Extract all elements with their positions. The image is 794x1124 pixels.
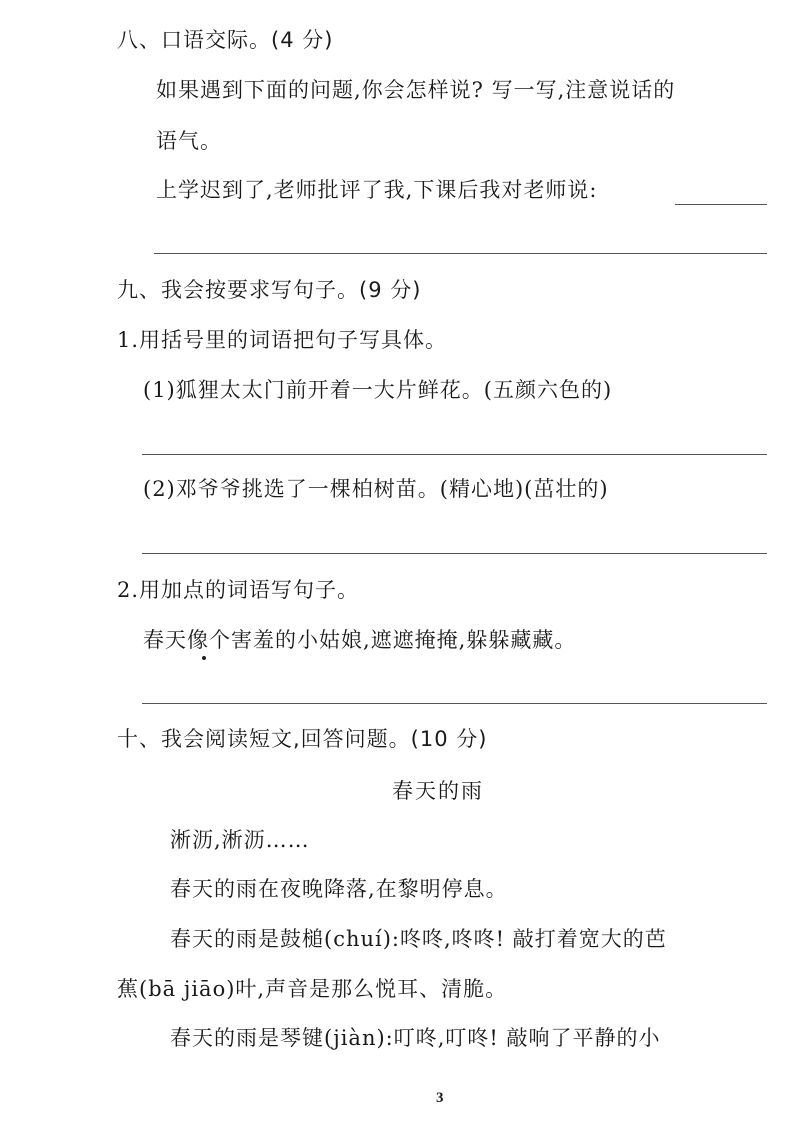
- section-8-scenario: 上学迟到了,老师批评了我,下课后我对老师说:: [156, 178, 598, 202]
- question-9-1-b: (2)邓爷爷挑选了一棵柏树苗。(精心地)(茁壮的): [143, 477, 609, 501]
- question-9-1-a: (1)狐狸太太门前开着一大片鲜花。(五颜六色的): [143, 378, 613, 402]
- question-9-2: 2.用加点的词语写句子。: [117, 578, 360, 602]
- passage-paragraph-4-line-1: 春天的雨是琴键(jiàn):叮咚,叮咚! 敲响了平静的小: [170, 1026, 661, 1050]
- answer-line-8a[interactable]: [675, 204, 767, 205]
- section-8-prompt-line-1: 如果遇到下面的问题,你会怎样说? 写一写,注意说话的: [156, 78, 676, 102]
- passage-paragraph-3-line-1: 春天的雨是鼓槌(chuí):咚咚,咚咚! 敲打着宽大的芭: [170, 927, 667, 951]
- passage-paragraph-1: 淅沥,淅沥……: [170, 828, 310, 852]
- page-number: 3: [436, 1090, 444, 1106]
- section-9-heading: 九、我会按要求写句子。(9 分): [117, 278, 422, 302]
- answer-line-9-2[interactable]: [142, 703, 767, 704]
- emphasis-dot: [202, 656, 206, 660]
- section-10-heading: 十、我会阅读短文,回答问题。(10 分): [117, 727, 488, 751]
- section-8-prompt-line-2: 语气。: [156, 129, 222, 153]
- question-9-2-sentence: 春天像个害羞的小姑娘,遮遮掩掩,躲躲藏藏。: [143, 628, 577, 652]
- section-8-heading: 八、口语交际。(4 分): [117, 28, 334, 52]
- answer-line-9-1-a[interactable]: [142, 454, 767, 455]
- passage-title: 春天的雨: [392, 779, 484, 803]
- passage-paragraph-2: 春天的雨在夜晚降落,在黎明停息。: [170, 877, 508, 901]
- passage-paragraph-3-line-2: 蕉(bā jiāo)叶,声音是那么悦耳、清脆。: [117, 977, 508, 1001]
- question-9-1: 1.用括号里的词语把句子写具体。: [117, 328, 448, 352]
- answer-line-9-1-b[interactable]: [142, 553, 767, 554]
- answer-line-8b[interactable]: [154, 253, 767, 254]
